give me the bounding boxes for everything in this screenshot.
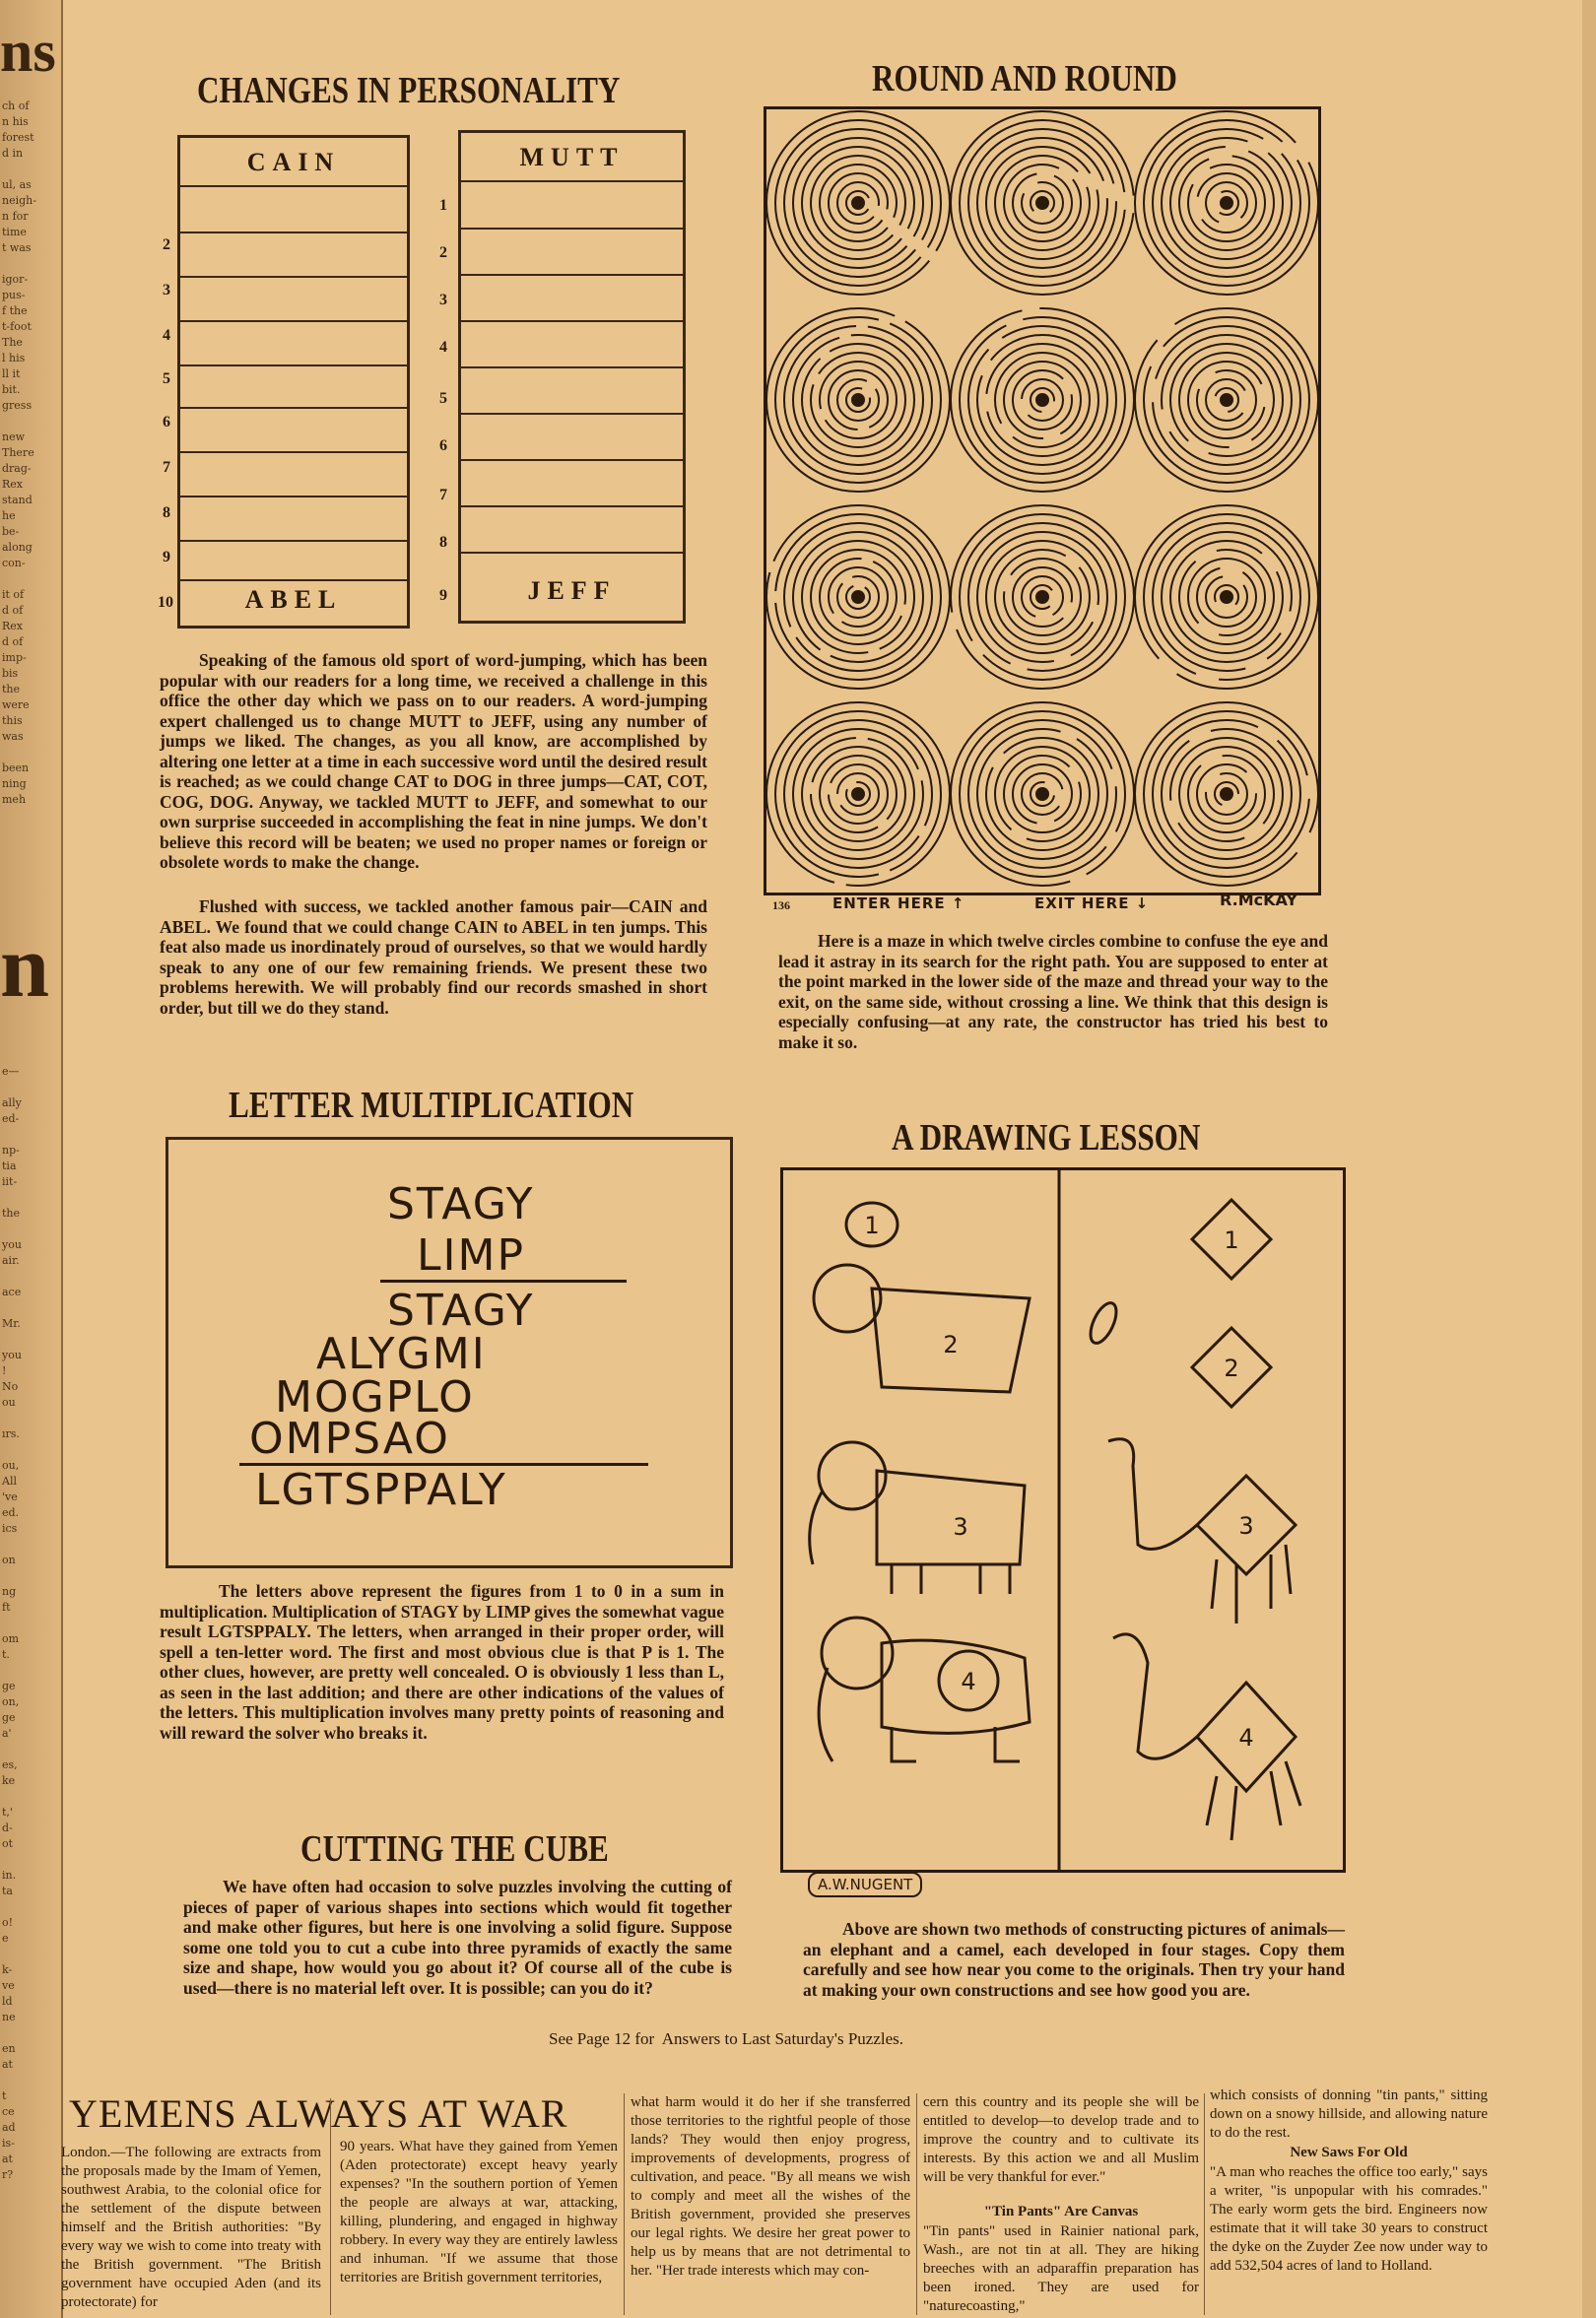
ladder-top-word: CAIN <box>246 148 341 176</box>
partial-3: MOGPLO <box>275 1372 475 1423</box>
drawing-title: A DRAWING LESSON <box>892 1117 1201 1159</box>
maze <box>764 106 1321 895</box>
drawing-signature: A.W.NUGENT <box>808 1872 922 1897</box>
maze-circle <box>766 111 950 295</box>
tin-pants-heading: "Tin Pants" Are Canvas <box>983 2204 1139 2219</box>
yemens-col-1: London.—The following are extracts from the proposals made by the Imam of Yemen, southwest Arabia, to the colonial ofice for the settlement of the dispute between himself and the British authorities: "By every way we wish to come into treaty with the British government. "The British government have occupied Aden (and its protectorate) for <box>61 2145 321 2310</box>
ladder-bottom-word: ABEL <box>244 585 343 614</box>
strip-heading-fragment: ns <box>0 19 56 84</box>
maze-circle <box>766 702 950 886</box>
ladder-top-word: MUTT <box>519 143 625 171</box>
maze-circle <box>766 308 950 492</box>
strip-text-2: e— ally ed- np- tia iit- the you air. ace Mr. you ! No ou ırs. ou, All 've ed. ics on ng ft om t. ge on, ge a' es, ke t,' d- ot in. ta o! e k- ve ld ne en at t ce ad is- at r? <box>2 1065 22 2181</box>
partial-1: STAGY <box>387 1286 535 1336</box>
step-label-elephant-4: 4 <box>961 1668 976 1695</box>
tin-pants-body: "Tin pants" used in Rainier national park, Wash., are not tin at all. They are hiking breeches with an adparaffin preparation has been ironed. They are used for "naturecoasting," <box>923 2223 1199 2314</box>
product: LGTSPPALY <box>255 1465 507 1515</box>
multiplicand: STAGY <box>387 1179 535 1229</box>
maze-exit-label: EXIT HERE ↓ <box>1034 894 1150 912</box>
maze-circle <box>1135 505 1318 689</box>
yemens-col-3: what harm would it do her if she transferred those territories to the rightful people of those lands? They would then enjoy progress, improvements of developments, progress of cultivation, and peace. "By all means we wish to comply and meet all the wishes of the British government, provided she preserves our legal rights. We desire her great power to help us by means that are not detrimental to her. "Her trade interests which may con- <box>631 2094 910 2279</box>
adjacent-column-strip <box>0 0 63 2318</box>
yemens-col-5: which consists of donning "tin pants," sitting down on a snowy hillside, and allowing nature to do the rest. <box>1210 2087 1488 2141</box>
step-label-camel-2: 2 <box>1224 1355 1239 1382</box>
drawing-panel <box>780 1167 1346 1873</box>
maze-circle <box>1135 308 1318 492</box>
step-label-camel-3: 3 <box>1238 1512 1254 1540</box>
cain-abel-ladder <box>177 135 410 629</box>
letter-body: The letters above represent the figures from 1 to 0 in a sum in multiplication. Multiplication of STAGY by LIMP gives the somewhat vague result LGTSPPALY. The letters, when arranged in their proper order, will spell a ten-letter word. The first and most obvious clue is that P is 1. The other clues, however, are pretty well concealed. O is obviously 1 less than L, as seen in the last addition; and there are other indications of the values of the letters. This multiplication involves many pretty points of reasoning and will reward the solver who breaks it. <box>160 1581 724 1743</box>
round-body: Here is a maze in which twelve circles combine to confuse the eye and lead it astray in its search for the right path. You are supposed to enter at the point marked in the lower side of the maze and thread your way to the exit, on the same side, without crossing a line. We think that this design is especially confusing—at any rate, the constructor has tried his best to make it so. <box>778 931 1328 1052</box>
strip-heading-fragment-2: n <box>0 918 50 1016</box>
step-label-elephant-1: 1 <box>864 1212 880 1239</box>
changes-body-2: Flushed with success, we tackled another famous pair—CAIN and ABEL. We found that we could change CAIN to ABEL in ten jumps. This feat also made us inordinately proud of ourselves, so that we would hardly speak to any one of our few remaining friends. We present these two problems herewith. We will probably find our records smashed in short order, but till we do they stand. <box>160 896 707 1018</box>
rule-1 <box>380 1280 627 1283</box>
strip-text: ch of n his forest d in ul, as neigh- n for time t was igor- pus- f the t-foot The l his ll it bit. gress new There drag- Rex stand he be- along con- it of d of Rex d of imp- bis the were this was been ning meh <box>2 99 36 806</box>
multiplication-box <box>166 1137 733 1568</box>
step-label-elephant-2: 2 <box>943 1331 959 1358</box>
partial-2: ALYGMI <box>316 1329 487 1379</box>
mutt-jeff-ladder <box>458 130 686 624</box>
maze-plate-number: 136 <box>772 898 790 912</box>
multiplier: LIMP <box>417 1230 525 1281</box>
drawing-figures <box>783 1170 1343 1870</box>
cube-title: CUTTING THE CUBE <box>300 1828 609 1870</box>
yemens-col-2: 90 years. What have they gained from Yemen (Aden protectorate) except heavy yearly expenses? "In the southern portion of Yemen the people are always at war, attacking, killing, plundering, and engaged in highway robbery. In every way they are entirely lawless and inhuman. "If we assume that those territories are British government territories, <box>340 2139 618 2285</box>
partial-4: OMPSAO <box>249 1414 450 1464</box>
maze-enter-label: ENTER HERE ↑ <box>832 894 965 912</box>
letter-title: LETTER MULTIPLICATION <box>229 1085 634 1126</box>
round-title: ROUND AND ROUND <box>872 58 1177 99</box>
yemens-title: YEMENS ALWAYS AT WAR <box>69 2091 568 2136</box>
maze-circle <box>951 111 1134 295</box>
cube-body: We have often had occasion to solve puzzles involving the cutting of pieces of paper of various shapes into sections which would fit together and make other figures, but here is one involving a solid figure. Suppose some one told you to cut a cube into three pyramids of exactly the same size and shape, how would you go about it? Of course all of the cube is used—there is no material left over. It is possible; can you do it? <box>183 1877 732 1998</box>
maze-circle <box>1135 702 1318 886</box>
maze-signature: R.McKAY <box>1220 891 1297 909</box>
maze-drawing <box>766 109 1318 893</box>
step-label-elephant-3: 3 <box>953 1513 968 1541</box>
newspaper-page: ns n ch of n his forest d in ul, as neigh- n for time t was igor- pus- f the t-foot The l his ll it bit. gress new There drag- Rex stand he be- along con- it of d of Rex d of imp- bis the were this was been ning meh e— ally ed- np- tia iit- the you air. ace Mr. you ! No ou ırs. ou, All 've ed. ics on ng ft om t. ge on, ge a' es, ke t,' d- ot in. ta o! e k- ve ld ne en at t ce ad is- at r? CHANGES IN PERSONALITY CAIN ABEL 2 3 4 5 6 7 8 9 10 MUTT JEFF 1 2 3 4 5 6 7 8 9 Speaking of the famous old sport of word-jumping, which has been popular with our readers for a long time, we received a challenge in this office the other day which we pass on to our readers. A word-jumping expert challenged us to change MUTT to JEFF, using any number of jumps we liked. The changes, as you all know, are accomplished by altering one letter at a time in each successive word until the desired result is reached; as we could change CAT to DOG in three jumps—CAT, COT, COG, DOG. Anyway, we tackled MUTT to JEFF, and somewhat to our own surprise succeeded in accomplishing the feat in nine jumps. We don't believe this record will be beaten; we used no proper names or foreign or obsolete words to make the change. Flushed with success, we tackled another famous pair—CAIN and ABEL. We found that we could change CAIN to ABEL in ten jumps. This feat also made us inordinately proud of ourselves, so that we would hardly speak to any one of our few remaining friends. We present these two problems herewith. We will probably find our records smashed in short order, but till we do they stand. ROUND AND ROUND 136 ENTER HERE ↑ EXIT HERE ↓ R.McKAY Here is a maze in which twelve circles combine to confuse the eye and lead it astray in its search for the right path. You are supposed to enter at the point marked in the lower side of the maze and thread your way to the exit, on the same side, without crossing a line. We think that this design is especially confusing—at any rate, the constructor has tried his best to make it so. LETTER MULTIPLICATION STAGY LIMP STAGY ALYGMI MOGPLO OMPSAO LGTSPPALY The letters above represent the figures from 1 to 0 in a sum in multiplication. Multiplication of STAGY by LIMP gives the somewhat vague result LGTSPPALY. The letters, when arranged in their proper order, will spell a ten-letter word. The first and most obvious clue is that P is 1. The other clues, however, are pretty well concealed. O is obviously 1 less than L, as seen in the last addition; and there are other indications of the values of the letters. This multiplication involves many pretty points of reasoning and will reward the solver who breaks it. CUTTING THE CUBE We have often had occasion to solve puzzles involving the cutting of pieces of paper of various shapes into sections which would fit together and make other figures, but here is one involving a solid figure. Suppose some one told you to cut a cube into three pyramids of exactly the same size and shape, how would you go about it? Of course all of the cube is used—there is no material left over. It is possible; can you do it? A DRAWING LESSON 1 2 3 4 1 2 3 4 A.W.NUGENT Above are shown two methods of constructing pictures of animals—an elephant and a camel, each developed in four stages. Copy them carefully and see how near you come to the originals. Then try your hand at making your own constructions and see how good you are. See Page 12 for Answers to Last Saturday's Puzzles. YEMENS ALWAYS AT WAR London.—The following are extracts from the proposals made by the Imam of Yemen, southwest Arabia, to the colonial ofice for the settlement of the dispute between himself and the British authorities: "By every way we wish to come into treaty with the British government. "The British government have occupied Aden (and its protectorate) for 90 years. What have they gained from Yemen (Aden protectorate) except heavy yearly expenses? "In the southern portion of Yemen the people are always at war, attacking, killing, plundering, and engaged in highway robbery. In every way they are entirely lawless and inhuman. "If we assume that those territories are British government territories, what harm would it do her if she transferred those territories to the rightful people of those lands? They would then enjoy progress, improvements of developments, progress of cultivation, and peace. "By all means we wish to comply and meet all the wishes of the British government, provided she preserves our legal rights. We desire her great power to help us by means that are not detrimental to her. "Her trade interests which may con- cern this country and its people she will be entitled to develop—to develop trade and to improve the country and to cultivate its interests. By this action we and all Muslim will be very thankful for ever." "Tin Pants" Are Canvas "Tin pants" used in Rainier national park, Wash., are not tin at all. They are hiking breeches with an adparaffin preparation has been ironed. They are used for "naturecoasting," which consists of donning "tin pants," sitting down on a snowy hillside, and allowing nature to do the rest. New Saws For Old "A man who reaches the office too early," says a writer, "is unpopular with his comrades." The early worm gets the bird. Engineers now estimate that it will take 30 years to construct the dyke on the Zuyder Zee now under way to add 532,504 acres of land to Holland. <box>0 0 1596 2318</box>
maze-circle <box>1135 111 1318 295</box>
maze-circle <box>766 505 950 689</box>
new-saws-body: "A man who reaches the office too early," says a writer, "is unpopular with his comrades." The early worm gets the bird. Engineers now estimate that it will take 30 years to construct the dyke on the Zuyder Zee now under way to add 532,504 acres of land to Holland. <box>1210 2164 1488 2274</box>
maze-circle <box>951 505 1134 689</box>
ladder-bottom-word: JEFF <box>527 576 617 605</box>
changes-body: Speaking of the famous old sport of word-jumping, which has been popular with our readers for a long time, we received a challenge in this office the other day which we pass on to our readers. A word-jumping expert challenged us to change MUTT to JEFF, using any number of jumps we liked. The changes, as you all know, are accomplished by altering one letter at a time in each successive word until the desired result is reached; as we could change CAT to DOG in three jumps—CAT, COT, COG, DOG. Anyway, we tackled MUTT to JEFF, and somewhat to our own surprise succeeded in accomplishing the feat in nine jumps. We don't believe this record will be beaten; we used no proper names or foreign or obsolete words to make the change. <box>160 650 707 872</box>
drawing-body: Above are shown two methods of constructing pictures of animals—an elephant and a camel, each developed in four stages. Copy them carefully and see how near you come to the originals. Then try your hand at making your own constructions and see how good you are. <box>803 1919 1345 2000</box>
maze-circle <box>951 702 1134 886</box>
new-saws-heading: New Saws For Old <box>1290 2145 1408 2160</box>
changes-title: CHANGES IN PERSONALITY <box>197 70 621 111</box>
page-right-edge <box>1582 0 1596 2318</box>
step-label-camel-1: 1 <box>1224 1226 1239 1254</box>
see-page-note: See Page 12 for Answers to Last Saturday's Puzzles. <box>549 2029 903 2048</box>
maze-circle <box>951 308 1134 492</box>
step-label-camel-4: 4 <box>1238 1724 1254 1752</box>
yemens-col-4: cern this country and its people she will be entitled to develop—to develop trade and to improve the country and to cultivate its interests. By this action we and all Muslim will be very thankful for ever." <box>923 2094 1199 2185</box>
